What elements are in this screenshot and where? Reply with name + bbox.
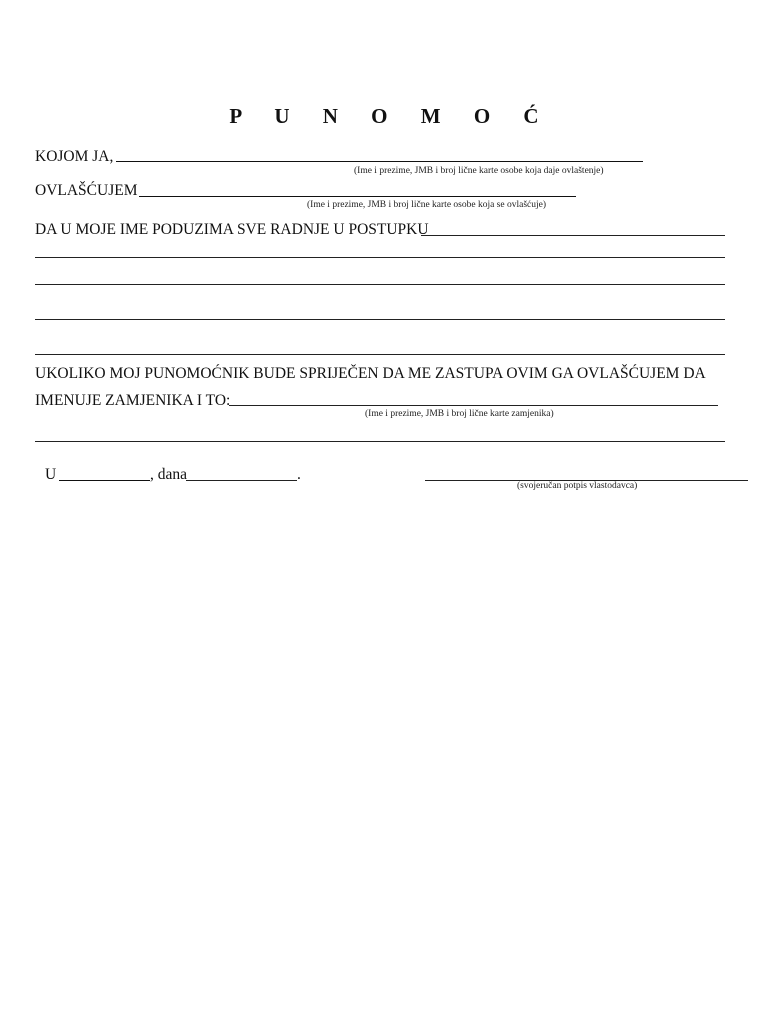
substitute-caption: (Ime i prezime, JMB i broj lične karte zamjenika) [365, 409, 554, 419]
substitute-clause-line1: UKOLIKO MOJ PUNOMOĆNIK BUDE SPRIJEČEN DA ME ZASTUPA OVIM GA OVLAŠĆUJEM DA [35, 365, 706, 382]
postupak-label: DA U MOJE IME PODUZIMA SVE RADNJE U POSTUPKU [35, 221, 429, 238]
place-line[interactable] [59, 480, 150, 481]
date-line[interactable] [186, 480, 297, 481]
grantor-caption: (Ime i prezime, JMB i broj lične karte osobe koja daje ovlaštenje) [354, 166, 604, 176]
date-period: . [297, 466, 301, 483]
substitute-line[interactable] [229, 405, 718, 406]
procedure-line-4[interactable] [35, 319, 725, 320]
attorney-line[interactable] [139, 196, 576, 197]
date-label: , dana [150, 466, 188, 483]
procedure-line-2[interactable] [35, 257, 725, 258]
place-prefix: U [45, 466, 57, 483]
document-title: P U N O M O Ć [229, 104, 553, 128]
grantor-line[interactable] [116, 161, 643, 162]
procedure-line-1[interactable] [421, 235, 725, 236]
procedure-line-3[interactable] [35, 284, 725, 285]
ovlascujem-label: OVLAŠĆUJEM [35, 182, 138, 199]
substitute-line-2[interactable] [35, 441, 725, 442]
kojom-ja-label: KOJOM JA, [35, 148, 114, 165]
procedure-line-5[interactable] [35, 354, 725, 355]
signature-caption: (svojeručan potpis vlastodavca) [517, 481, 638, 491]
attorney-caption: (Ime i prezime, JMB i broj lične karte osobe koja se ovlašćuje) [307, 200, 547, 210]
substitute-clause-line2: IMENUJE ZAMJENIKA I TO: [35, 392, 231, 409]
